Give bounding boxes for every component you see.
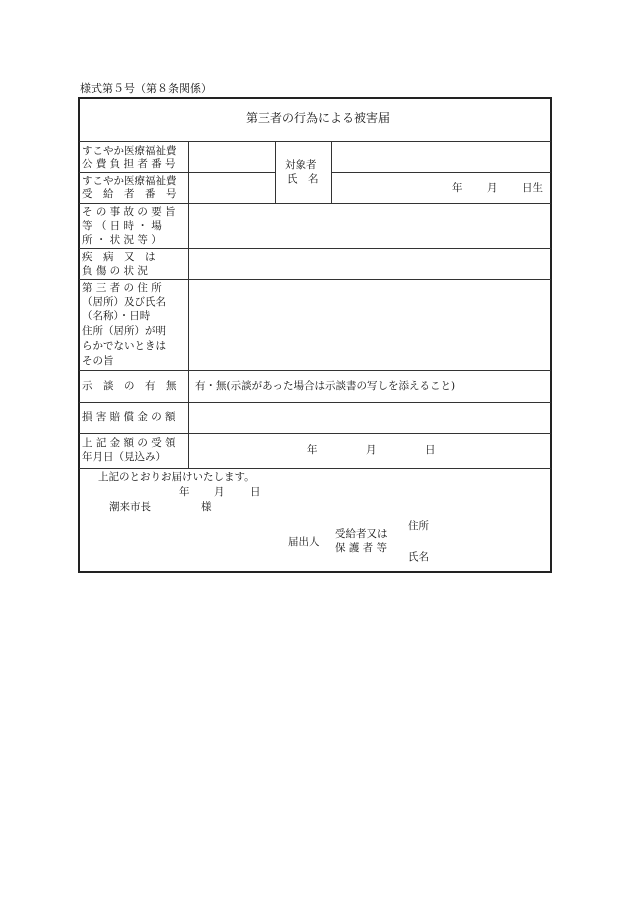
- footer-year-label: 年: [179, 486, 190, 498]
- recipient-number-label-1: すこやか医療福祉費: [82, 175, 177, 187]
- cert-number-divider: [79, 172, 275, 173]
- accident-label-3: 所 ・ 状 況 等 ）: [82, 234, 162, 246]
- name-label: 氏名: [408, 551, 429, 563]
- third-party-label-2: （居所）及び氏名: [82, 296, 166, 308]
- subject-column-right: [331, 141, 332, 203]
- cert-number-label-2: 公 費 負 担 者 番 号: [82, 158, 176, 170]
- third-party-label-4: 住所（居所）が明: [82, 325, 166, 337]
- form-title: 第三者の行為による被害届: [246, 111, 391, 125]
- receipt-year-label: 年: [307, 444, 318, 456]
- subject-name-divider: [331, 172, 551, 173]
- row-divider-5: [79, 402, 551, 403]
- row-divider-1: [79, 203, 551, 204]
- birth-year-label: 年: [452, 182, 463, 194]
- injury-label-1: 疾 病 又 は: [82, 251, 156, 263]
- notifier-label: 届出人: [288, 536, 320, 548]
- footer-day-label: 日: [250, 486, 261, 498]
- label-column-divider: [188, 141, 189, 468]
- subject-label-1: 対象者: [285, 159, 317, 171]
- birth-month-label: 月: [487, 182, 498, 194]
- statement-text: 上記のとおりお届けいたします。: [98, 471, 255, 483]
- third-party-label-6: その旨: [82, 355, 114, 367]
- damages-label: 損 害 賠 償 金 の 額: [82, 411, 176, 423]
- receipt-day-label: 日: [425, 444, 436, 456]
- row-divider-6: [79, 433, 551, 434]
- receipt-label-2: 年月日（見込み）: [82, 451, 166, 463]
- third-party-label-5: らかでないときは: [82, 340, 166, 352]
- subject-label-2: 氏 名: [287, 173, 319, 185]
- addressee-label: 潮来市長: [109, 501, 151, 513]
- third-party-label-3: （名称）・日時: [82, 310, 151, 322]
- row-divider-7: [79, 468, 551, 469]
- injury-label-2: 負 傷 の 状 況: [82, 265, 148, 277]
- title-row-divider: [79, 141, 551, 142]
- form-number-label: 様式第５号（第８条関係）: [80, 82, 212, 95]
- subject-column-left: [275, 141, 276, 203]
- address-label: 住所: [408, 520, 429, 532]
- birth-day-label: 日生: [522, 182, 543, 194]
- receipt-month-label: 月: [366, 444, 377, 456]
- cert-number-label-1: すこやか医療福祉費: [82, 145, 177, 157]
- settlement-label: 示 談 の 有 無: [82, 380, 177, 392]
- settlement-value: 有・無(示談があった場合は示談書の写しを添えること): [195, 380, 456, 392]
- receipt-label-1: 上 記 金 額 の 受 領: [82, 437, 176, 449]
- accident-label-1: そ の 事 故 の 要 旨: [82, 206, 176, 218]
- third-party-label-1: 第 三 者 の 住 所: [82, 282, 162, 294]
- notifier-role-1: 受給者又は: [335, 528, 388, 540]
- notifier-role-2: 保 護 者 等: [335, 542, 388, 554]
- accident-label-2: 等 （ 日 時 ・ 場: [82, 220, 162, 232]
- honorific-label: 様: [201, 501, 212, 513]
- row-divider-3: [79, 279, 551, 280]
- footer-month-label: 月: [214, 486, 225, 498]
- row-divider-4: [79, 370, 551, 371]
- recipient-number-label-2: 受 給 者 番 号: [82, 188, 177, 200]
- row-divider-2: [79, 248, 551, 249]
